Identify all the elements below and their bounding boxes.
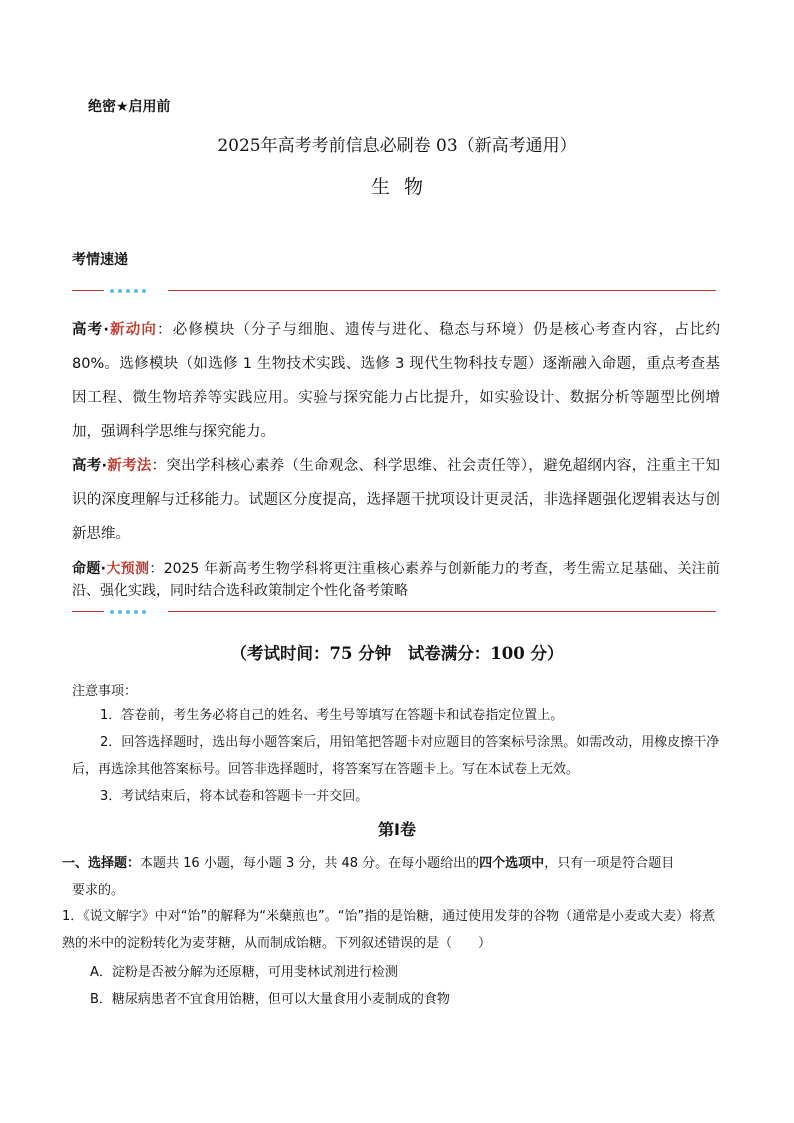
confidential-label: 绝密★启用前 [88,99,171,115]
subject-title: 生物 [370,176,437,198]
question-1-stem: 1．《说文解字》中对“饴”的解释为“米蘖煎也”。“饴”指的是饴糖，通过使用发芽的谷物（通常是小麦或大麦）将煮熟的米中的淀粉转化为麦芽糖，从而制成饴糖。下列叙述错误的是（ ） [62,909,716,951]
decorative-divider [72,285,716,297]
trend-section-heading: 考情速递 [72,252,128,268]
notice-item: 3．考试结束后，将本试卷和答题卡一并交回。 [100,789,369,804]
volume-title: 第Ⅰ卷 [378,820,416,839]
notice-item: 1．答卷前，考生务必将自己的姓名、考生号等填写在答题卡和试卷指定位置上。 [100,708,564,723]
section-one-heading: 一、选择题：本题共 16 小题，每小题 3 分，共 48 分。在每小题给出的四个选项中，只有一项是符合题目 要求的。 [62,856,675,898]
question-1-option-a: A．淀粉是否被分解为还原糖，可用斐林试剂进行检测 [90,965,398,980]
trend-item-forecast: 命题·大预测：2025 年新高考生物学科将更注重核心素养与创新能力的考查，考生需立足基础、关注前沿、强化实践，同时结合选科政策制定个性化备考策略 [72,561,720,599]
trend-item-new-method: 高考·新考法：突出学科核心素养（生命观念、科学思维、社会责任等），避免超纲内容，注重主干知识的深度理解与迁移能力。试题区分度提高，选择题干扰项设计更灵活，非选择题强化逻辑表达与创新思维。 [72,458,721,542]
question-1-option-b: B．糖尿病患者不宜食用饴糖，但可以大量食用小麦制成的食物 [90,992,450,1007]
trend-item-new-direction: 高考·新动向：必修模块（分子与细胞、遗传与进化、稳态与环境）仍是核心考查内容，占比约 80%。选修模块（如选修 1 生物技术实践、选修 3 现代生物科技专题）逐渐融入命题，重点考查基因工程、微生物培养等实践应用。实验与探究能力占比提升，如实验设计、数据分析等题型比例增加，强调科学思维与探究能力。 [72,322,721,440]
exam-time-info: （考试时间：75 分钟 试卷满分：100 分） [230,644,564,663]
decorative-divider-bottom [72,606,716,618]
paper-title: 2025年高考考前信息必刷卷 03（新高考通用） [217,136,577,156]
notice-item: 2．回答选择题时，选出每小题答案后，用铅笔把答题卡对应题目的答案标号涂黑。如需改动，用橡皮擦干净后，再选涂其他答案标号。回答非选择题时，将答案写在答题卡上。写在本试卷上无效。 [72,735,720,777]
notice-title: 注意事项： [72,684,138,699]
